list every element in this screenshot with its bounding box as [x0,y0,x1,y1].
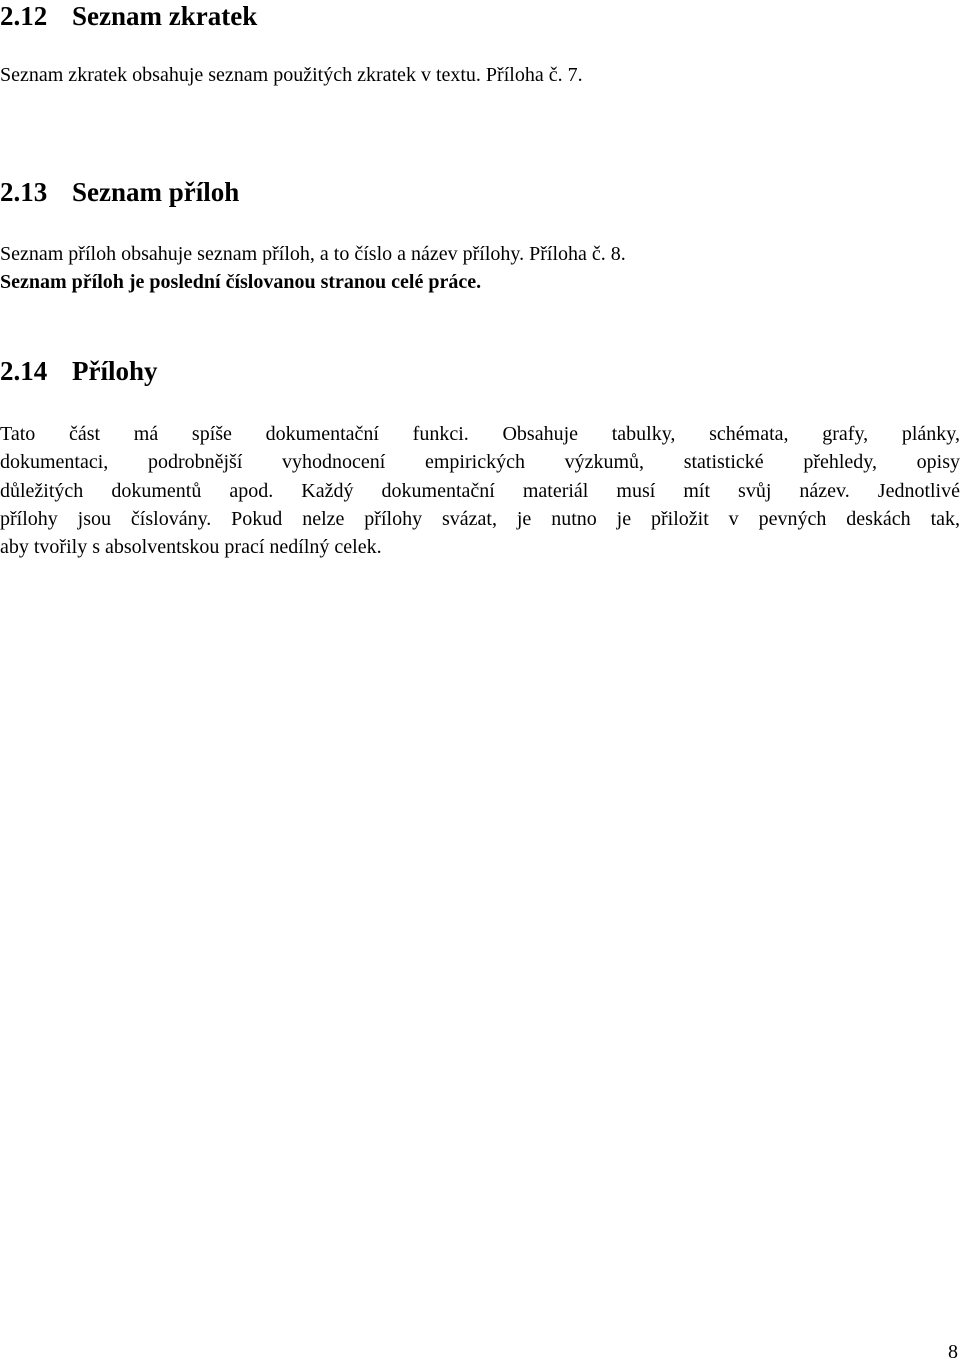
paragraph-line: důležitých dokumentů apod. Každý dokumentační materiál musí mít svůj název. Jednotlivé [0,479,960,502]
section-title: Seznam zkratek [72,1,258,31]
section-heading-2-13 [0,176,239,208]
section-paragraph-2-14 [0,420,960,561]
page-number: 8 [948,1341,958,1363]
section-title: Seznam příloh [72,177,240,207]
paragraph-line: Tato část má spíše dokumentační funkci. Obsahuje tabulky, schémata, grafy, plánky, [0,423,960,445]
section-heading-2-14 [0,355,158,387]
paragraph-line: přílohy jsou číslovány. Pokud nelze přílohy svázat, je nutno je přiložit v pevných deskách tak, [0,507,960,530]
section-text-2-12: Seznam zkratek obsahuje seznam použitých zkratek v textu. Příloha č. 7. [0,64,583,86]
paragraph-line: aby tvořily s absolventskou prací nedílný celek. [0,536,382,559]
section-text-2-13: Seznam příloh obsahuje seznam příloh, a to číslo a název přílohy. Příloha č. 8. [0,243,626,265]
section-title: Přílohy [72,356,158,386]
section-number: 2.12 [0,1,48,31]
paragraph-line: dokumentaci, podrobnější vyhodnocení empirických výzkumů, statistické přehledy, opisy [0,451,960,474]
section-number: 2.13 [0,177,48,207]
section-number: 2.14 [0,356,48,386]
section-note-2-13: Seznam příloh je poslední číslovanou stranou celé práce. [0,271,482,293]
section-heading-2-12 [0,0,257,32]
